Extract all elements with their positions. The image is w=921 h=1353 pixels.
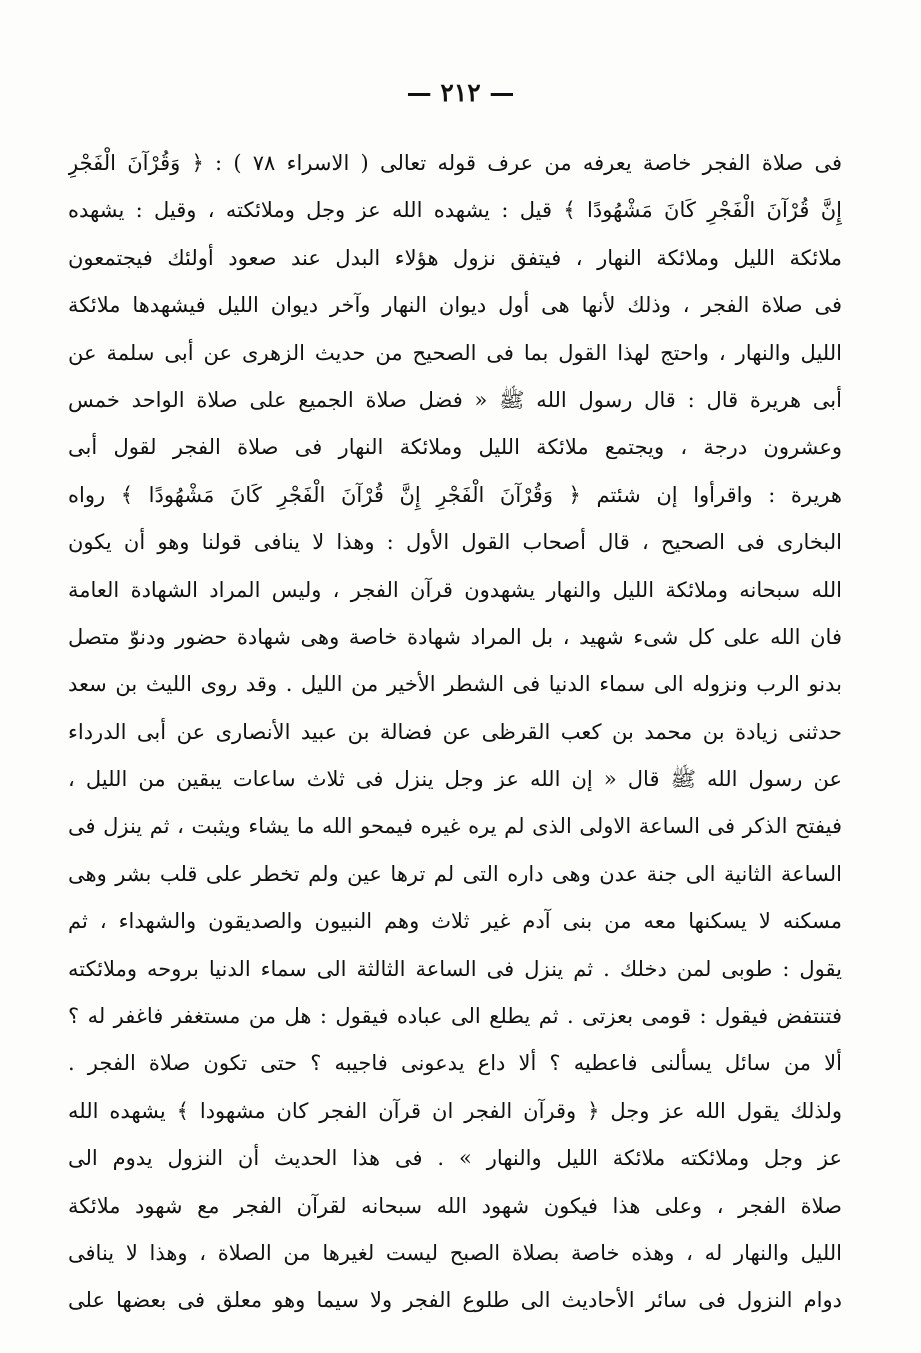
text-line: يقول : طوبى لمن دخلك . ثم ينزل فى الساعة الثالثة الى سماء الدنيا بروحه وملائكته bbox=[68, 956, 842, 981]
text-line: وعشرون درجة ، ويجتمع ملائكة الليل وملائكة النهار فى صلاة الفجر لقول أبى bbox=[68, 435, 842, 460]
text-line: بدنو الرب ونزوله الى سماء الدنيا فى الشطر الأخير من الليل . وقد روى الليث بن سعد bbox=[68, 672, 842, 697]
body-text bbox=[68, 140, 842, 1325]
text-line: دوام النزول فى سائر الأحاديث الى طلوع الفجر ولا سيما وهو معلق فى بعضها على bbox=[68, 1288, 842, 1313]
text-line: ولذلك يقول الله عز وجل ﴿ وقرآن الفجر ان قرآن الفجر كان مشهودا ﴾ يشهده الله bbox=[68, 1098, 842, 1123]
text-line: عز وجل وملائكته ملائكة الليل والنهار » . فى هذا الحديث أن النزول يدوم الى bbox=[68, 1146, 842, 1171]
text-line: إِنَّ قُرْآنَ الْفَجْرِ كَانَ مَشْهُودًا ﴾ قيل : يشهده الله عز وجل وملائكته ، وقيل : يشهده bbox=[68, 198, 842, 223]
page-number: — ٢١٢ — bbox=[406, 78, 515, 107]
text-line: ألا من سائل يسألنى فاعطيه ؟ ألا داع يدعونى فاجيبه ؟ حتى تكون صلاة الفجر . bbox=[68, 1051, 842, 1076]
text-line: مسكنه لا يسكنها معه من بنى آدم غير ثلاث وهم النبيون والصديقون والشهداء ، ثم bbox=[68, 909, 842, 934]
text-line: الساعة الثانية الى جنة عدن وهى داره التى لم ترها عين ولم تخطر على قلب بشر وهى bbox=[68, 861, 842, 886]
text-line: الليل والنهار له ، وهذه خاصة بصلاة الصبح ليست لغيرها من الصلاة ، وهذا لا ينافى bbox=[68, 1240, 842, 1265]
text-line: فيفتح الذكر فى الساعة الاولى الذى لم يره غيره فيمحو الله ما يشاء ويثبت ، ثم ينزل فى bbox=[68, 814, 842, 839]
text-line: ملائكة الليل وملائكة النهار ، فيتفق نزول هؤلاء البدل عند صعود أولئك فيجتمعون bbox=[68, 245, 842, 270]
text-line: هريرة : واقرأوا إن شئتم ﴿ وَقُرْآنَ الْفَجْرِ إِنَّ قُرْآنَ الْفَجْرِ كَانَ مَشْهُودًا ﴾ رواه bbox=[68, 482, 842, 507]
text-line: فى صلاة الفجر خاصة يعرفه من عرف قوله تعالى ( الاسراء ٧٨ ) : ﴿ وَقُرْآنَ الْفَجْرِ bbox=[68, 151, 842, 175]
text-line: أبى هريرة قال : قال رسول الله ﷺ « فضل صلاة الجميع على صلاة الواحد خمس bbox=[68, 387, 842, 412]
text-line: البخارى فى الصحيح ، قال أصحاب القول الأول : وهذا لا ينافى قولنا وهو أن يكون bbox=[68, 530, 842, 555]
text-line: فتنتفض فيقول : قومى بعزتى . ثم يطلع الى عباده فيقول : هل من مستغفر فاغفر له ؟ bbox=[68, 1004, 842, 1029]
text-line: الله سبحانه وملائكة الليل والنهار يشهدون قرآن الفجر ، وليس المراد الشهادة العامة bbox=[68, 577, 842, 602]
text-line: عن رسول الله ﷺ قال « إن الله عز وجل ينزل فى ثلاث ساعات يبقين من الليل ، bbox=[68, 767, 842, 792]
text-line: الليل والنهار ، واحتج لهذا القول بما فى الصحيح من حديث الزهرى عن أبى سلمة عن bbox=[68, 340, 842, 365]
text-line: فان الله على كل شىء شهيد ، بل المراد شهادة خاصة وهى شهادة حضور ودنوّ متصل bbox=[68, 624, 842, 649]
text-line: صلاة الفجر ، وعلى هذا فيكون شهود الله سبحانه لقرآن الفجر مع شهود ملائكة bbox=[68, 1193, 842, 1218]
text-line: فى صلاة الفجر ، وذلك لأنها هى أول ديوان النهار وآخر ديوان الليل فيشهدها ملائكة bbox=[68, 293, 842, 318]
text-line: حدثنى زيادة بن محمد بن كعب القرظى عن فضالة بن عبيد الأنصارى عن أبى الدرداء bbox=[68, 719, 842, 744]
